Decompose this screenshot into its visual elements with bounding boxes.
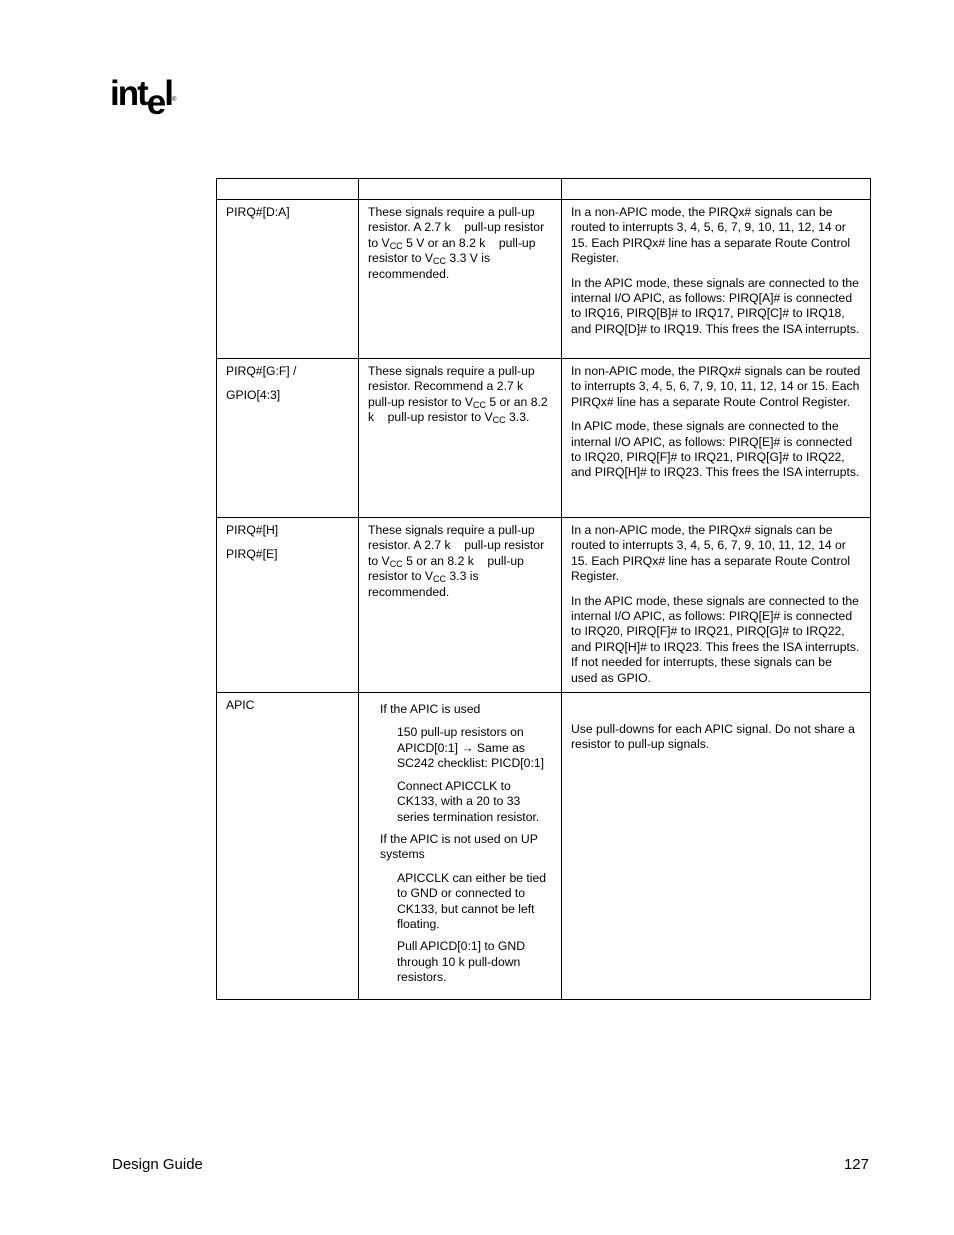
signal-cell [217, 693, 359, 1000]
rec-text: 3.3. [505, 410, 530, 425]
notes-cell [562, 518, 871, 693]
subscript: CC [389, 240, 403, 251]
note-paragraph: Use pull-downs for each APIC signal. Do not share a resistor to pull-up signals. [571, 722, 855, 752]
header-cell [217, 179, 359, 200]
note-paragraph: In non-APIC mode, the PIRQx# signals can be routed to interrupts 3, 4, 5, 6, 7, 9, 10, 11, 12, 14 or 15. Each PIRQx# line has a separate Route Control Register. [571, 364, 861, 409]
page-number: 127 [843, 1156, 869, 1173]
signal-name: PIRQ#[D:A] [226, 205, 290, 219]
logo-wordmark: intel [110, 74, 172, 122]
rec-text: 3.3 is recommended. [368, 569, 479, 599]
signal-name: PIRQ#[E] [226, 547, 278, 562]
subscript: CC [433, 574, 447, 585]
rec-text: pull-up resistor to V [368, 220, 545, 250]
rec-text: 5 V or an 8.2 k [402, 235, 486, 250]
footer-title: Design Guide [112, 1156, 203, 1173]
rec-text: These signals require a pull-up resistor. A 2.7 k [368, 523, 535, 553]
subscript: CC [492, 415, 506, 426]
subscript: CC [389, 558, 403, 569]
rec-text: pull-up resistor to V [368, 538, 545, 568]
header-cell [562, 179, 871, 200]
signal-name: GPIO[4:3] [226, 388, 281, 403]
intel-logo [110, 74, 190, 122]
note-paragraph: In the APIC mode, these signals are connected to the internal I/O APIC, as follows: PIRQ[E]# is connected to IRQ20, PIRQ[F]# to IRQ21, PIRQ[G]# to IRQ22, and PIRQ[H]# to IRQ23. This frees the ISA interrupts. If not needed for interrupts, these signals can be used as GPIO. [571, 593, 860, 685]
signal-name: PIRQ#[G:F] / [226, 364, 297, 378]
apic-used-item: Connect APICCLK to CK133, with a 20 to 33 series termination resistor. [397, 778, 540, 824]
table-row [217, 200, 871, 359]
note-paragraph: In a non-APIC mode, the PIRQx# signals can be routed to interrupts 3, 4, 5, 6, 7, 9, 10, 11, 12, 14 or 15. Each PIRQx# line has a separate Route Control Register. [571, 523, 851, 584]
recommendation-cell [359, 359, 562, 518]
note-paragraph: In a non-APIC mode, the PIRQx# signals can be routed to interrupts 3, 4, 5, 6, 7, 9, 10, 11, 12, 14 or 15. Each PIRQx# line has a separate Route Control Register. [571, 205, 851, 266]
rec-text: 5 or an 8.2 k [368, 394, 548, 425]
table-row [217, 693, 871, 1000]
apic-used-item: 150 pull-up resistors on APICD[0:1] → Same as SC242 checklist: PICD[0:1] [397, 725, 544, 771]
signal-cell [217, 359, 359, 518]
subscript: CC [433, 256, 447, 267]
recommendation-cell [359, 200, 562, 359]
signal-name: PIRQ#[H] [226, 523, 279, 537]
apic-unused-item: Pull APICD[0:1] to GND through 10 k pull-down resistors. [397, 939, 526, 985]
recommendation-cell [359, 693, 562, 1000]
table-header-row [217, 179, 871, 200]
notes-cell [562, 200, 871, 359]
note-paragraph: In APIC mode, these signals are connected to the internal I/O APIC, as follows: PIRQ[E]# is connected to IRQ20, PIRQ[F]# to IRQ21, PIRQ[G]# to IRQ22, and PIRQ[H]# to IRQ23. This frees the ISA interrupts. [571, 419, 860, 480]
rec-text: pull-up resistor to V [368, 235, 536, 266]
apic-unused-heading: If the APIC is not used on UP systems [380, 831, 538, 862]
note-paragraph: In the APIC mode, these signals are connected to the internal I/O APIC, as follows: PIRQ[A]# is connected to IRQ16, PIRQ[B]# to IRQ17, PIRQ[C]# to IRQ18, and PIRQ[D]# to IRQ19. This frees the ISA interrupts. [571, 275, 860, 336]
signal-cell [217, 518, 359, 693]
signal-cell [217, 200, 359, 359]
recommendation-cell [359, 518, 562, 693]
notes-cell [562, 359, 871, 518]
signal-name: APIC [226, 698, 255, 713]
notes-cell [562, 693, 871, 1000]
logo-registered-mark: ® [172, 97, 177, 103]
rec-text: pull-up resistor to V [387, 410, 493, 425]
rec-text: 5 or an 8.2 k [402, 553, 474, 568]
rec-text: pull-up resistor to V [368, 394, 473, 409]
table-row [217, 359, 871, 518]
apic-unused-item: APICCLK can either be tied to GND or connected to CK133, but cannot be left floating. [397, 870, 547, 931]
rec-text: These signals require a pull-up resistor. Recommend a 2.7 k [368, 364, 535, 394]
apic-used-heading: If the APIC is used [380, 702, 481, 717]
rec-text: 3.3 V is recommended. [368, 251, 491, 281]
rec-text: These signals require a pull-up resistor. A 2.7 k [368, 205, 535, 235]
header-cell [359, 179, 562, 200]
signal-table [216, 178, 871, 1000]
rec-text: pull-up resistor to V [368, 553, 524, 584]
table-row [217, 518, 871, 693]
subscript: CC [473, 399, 486, 410]
